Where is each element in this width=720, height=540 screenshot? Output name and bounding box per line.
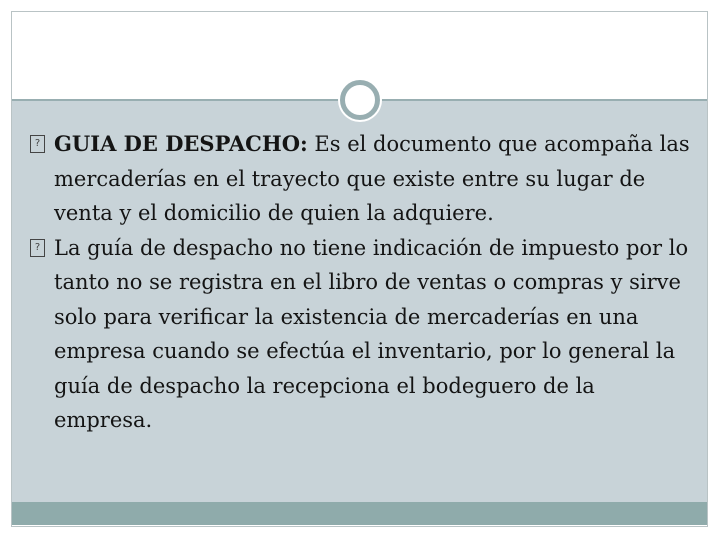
bullet-text: Es el documento que acompaña las mercaderías en el trayecto que existe entre su lugar de venta y el domicilio de quien la adquiere. [54,132,690,225]
bullet-marker-icon: ? [30,239,45,257]
bullet-text: La guía de despacho no tiene indicación de impuesto por lo tanto no se registra en el libro de ventas o compras y sirve solo para verificar la existencia de mercaderías en una empresa cuando se efectúa el inventario, por lo general la guía de despacho la recepciona el bodeguero de la empresa. [54,235,689,432]
bullet-list [30,127,695,438]
bullet-marker-icon: ? [30,135,45,153]
bullet-item-guia-de-despacho [30,127,695,231]
bullet-term: GUIA DE DESPACHO: [54,131,308,156]
footer-bar [12,502,707,525]
bullet-item-impuesto [30,231,695,438]
circle-ornament-icon [340,80,380,120]
